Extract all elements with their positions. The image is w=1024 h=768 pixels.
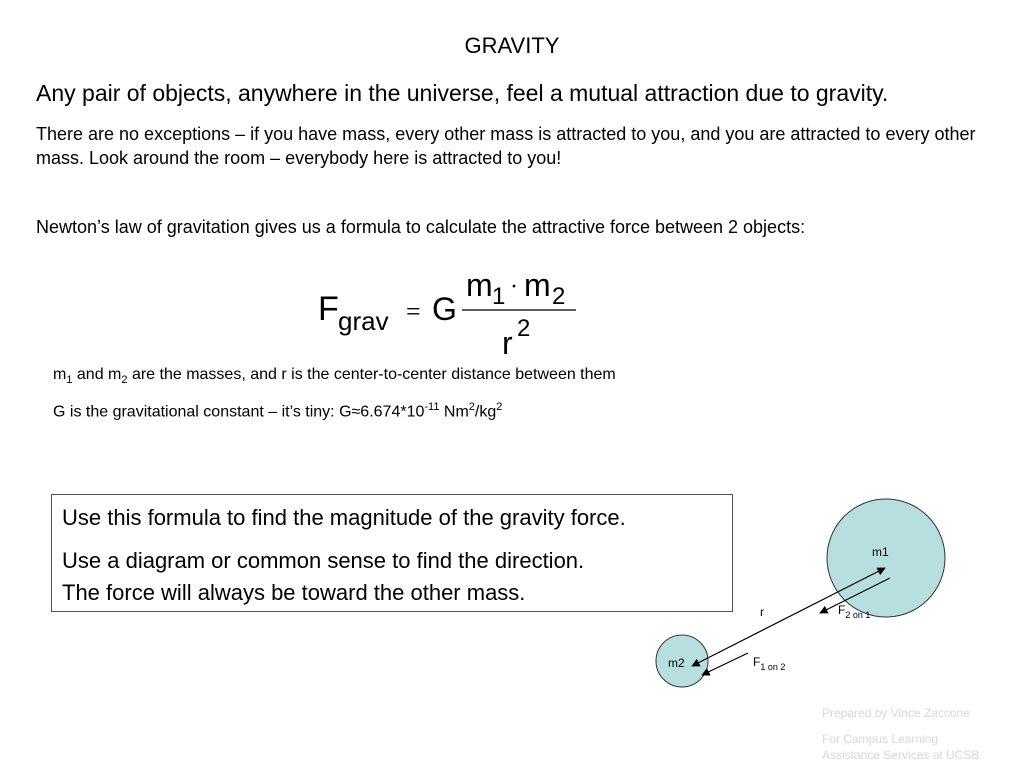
gravitation-formula (300, 262, 600, 362)
mass-m1-label: m1 (872, 545, 889, 559)
force-diagram (640, 495, 970, 705)
credit-prepared-by: Prepared by Vince Zaccone (822, 706, 970, 720)
formula-F: F (318, 290, 339, 328)
formula-dot: · (510, 274, 518, 300)
f12-main: F (753, 655, 761, 669)
credit-affiliation (822, 731, 979, 763)
gconst-text: G is the gravitational constant – it’s tiny: G≈6.674*10 (53, 403, 425, 421)
force-1-on-2-arrow (702, 653, 748, 675)
credit-line-2: For Campus Learning (822, 732, 939, 746)
masses-note (53, 366, 616, 386)
page-title: GRAVITY (464, 33, 560, 58)
formula-m2: m (524, 267, 551, 303)
formula-grav-subscript: grav (338, 306, 389, 336)
newton-law-intro: Newton’s law of gravitation gives us a formula to calculate the attractive force between 2 objects: (36, 217, 806, 237)
f21-main: F (838, 603, 846, 617)
formula-exponent: 2 (517, 315, 531, 342)
explanation-paragraph: There are no exceptions – if you have mass, every other mass is attracted to you, and you are attracted to every other mass. Look around the room – everybody here is attracted to you! (36, 124, 976, 168)
force-1-on-2-label (753, 655, 785, 672)
masses-note-m1: m (53, 366, 67, 383)
masses-note-sub1: 1 (66, 374, 73, 387)
masses-note-sub2: 2 (121, 374, 128, 387)
gconst-exponent: -11 (424, 401, 440, 413)
instruction-line-2: Use a diagram or common sense to find the direction. (62, 548, 585, 573)
formula-r: r (502, 325, 513, 361)
f12-sub: 1 on 2 (760, 662, 786, 672)
formula-m1: m (466, 267, 493, 303)
masses-note-and: and m (72, 366, 122, 383)
credit-line-3: Assistance Services at UCSB (822, 748, 980, 762)
gconst-unit2: /kg (474, 403, 497, 421)
instruction-line-1: Use this formula to find the magnitude of the gravity force. (62, 505, 626, 530)
gconst-unit1: Nm (439, 403, 469, 421)
instruction-line-3: The force will always be toward the other mass. (62, 580, 526, 605)
distance-r-label: r (760, 605, 764, 619)
masses-note-rest: are the masses, and r is the center-to-center distance between them (127, 366, 616, 383)
formula-equals: = (406, 297, 421, 326)
gravitational-constant-note (53, 401, 502, 421)
formula-G: G (432, 291, 457, 327)
mass-m2-label: m2 (668, 656, 685, 670)
gconst-exponent2: 2 (468, 401, 475, 413)
formula-sub1: 1 (492, 283, 506, 310)
f21-sub: 2 on 1 (845, 610, 871, 620)
gconst-exponent3: 2 (496, 401, 503, 413)
lead-statement: Any pair of objects, anywhere in the universe, feel a mutual attraction due to gravity. (36, 80, 889, 106)
formula-sub2: 2 (552, 283, 566, 310)
